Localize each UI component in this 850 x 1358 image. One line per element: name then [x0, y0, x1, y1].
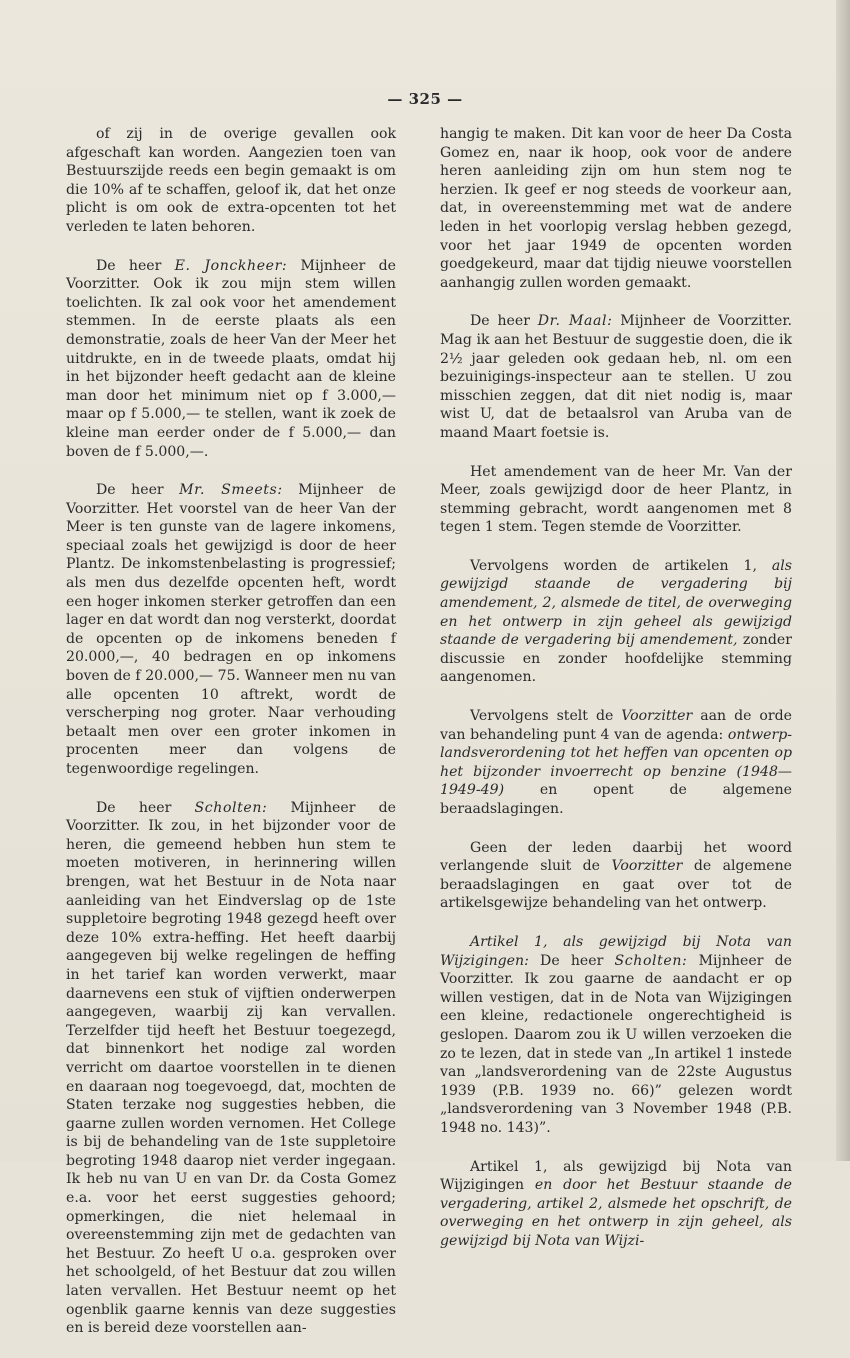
paragraph-text: de algemene beraadslagingen en gaat over tot de artikelsgewijze behandeling van het ontwerp. — [440, 858, 792, 912]
speaker-name: Scholten: — [614, 952, 688, 969]
paragraph — [440, 125, 792, 292]
paragraph-text: De heer — [96, 799, 195, 816]
speaker-name: Mr. Smeets: — [179, 482, 283, 499]
paragraph-text: Mijnheer de Voorzitter. Mag ik aan het Bestuur de suggestie doen, die ik 2½ jaar geleden ook gedaan heb, nl. om een bezuinigings-inspecteur aan te stellen. U zou misschien zeggen, dat dit niet nodig is, maar wist U, dat de betaalsrol van Aruba van de maand Maart foetsie is. — [440, 313, 792, 441]
paragraph-text: Artikel 1, als gewijzigd bij Nota van Wijzigingen — [440, 1158, 792, 1194]
paragraph — [440, 312, 792, 442]
paragraph-text: Vervolgens stelt de — [470, 708, 622, 725]
paragraph — [440, 463, 792, 537]
paragraph-text: aan de orde van behandeling punt 4 van de agenda: — [440, 708, 792, 743]
speaker-name: E. Jonckheer: — [174, 257, 288, 274]
paragraph-text: De heer — [528, 952, 615, 969]
paragraph — [66, 125, 396, 237]
paragraph-text: ontwerp-landsverordening tot het heffen van opcenten op het bijzonder invoerrecht op benzine (1948—1949-49) — [440, 726, 792, 799]
paragraph — [440, 557, 792, 687]
page-edge-shadow — [836, 0, 850, 1161]
paragraph-text: De heer — [470, 313, 538, 330]
paragraph — [440, 1158, 792, 1251]
speaker-name: Dr. Maal: — [537, 313, 613, 330]
paragraph — [440, 933, 792, 1138]
paragraph-text: Mijnheer de Voorzitter. Ik zou, in het bijzonder voor de heren, die gemeend hebben hun stem te moeten motiveren, in herinnering willen brengen, wat het Bestuur in de Nota naar aanleiding van het Eindverslag op de 1ste suppletoire begroting 1948 gezegd heeft over deze 10% extra-heffing. Het heeft daarbij aangegeven bij welke regelingen de heffing in het tarief kan worden verwerkt, maar daarnevens een stuk of vijftien onderwerpen aangegeven, waarbij zij kan vervallen. Terzelfder tijd heeft het Bestuur toegezegd, dat binnenkort het nodige zal worden verricht om daartoe voorstellen in te dienen en daaraan nog toegevoegd, dat, mochten de Staten terzake nog suggesties hebben, die gaarne zullen worden vernomen. Het College is bij de behandeling van de 1ste suppletoire begroting 1948 daarop niet verder ingegaan. Ik heb nu van U en van Dr. da Costa Gomez e.a. voor het eerst suggesties gehoord; opmerkingen, die niet helemaal in overeenstemming zijn met de gedachten van het Bestuur. Zo heeft U o.a. gesproken over het schoolgeld, of het Bestuur dat zou willen laten vervallen. Het Bestuur neemt op het ogenblik gaarne kennis van deze suggesties en is bereid deze voorstellen aan- — [66, 799, 396, 1337]
left-column — [66, 125, 396, 1358]
paragraph-text: De heer — [96, 257, 175, 274]
paragraph-text: als gewijzigd staande de vergadering bij amendement, 2, alsmede de titel, de overweging en het ontwerp in zijn geheel als gewijzigd staande de vergadering bij amendement, — [440, 557, 792, 649]
paragraph-text: Voorzitter — [611, 858, 683, 875]
paragraph-text: De heer — [96, 482, 180, 499]
paragraph-text: Artikel 1, als gewijzigd bij Nota van Wijzigingen: — [440, 933, 792, 969]
paragraph-text: Mijnheer de Voorzitter. Het voorstel van de heer Van der Meer is ten gunste van de lagere inkomens, speciaal zoals het gewijzigd is door de heer Plantz. De inkomstenbelasting is progressief; als men dus dezelfde opcenten heft, wordt een hoger inkomen sterker getroffen dan een lager en dat wordt dan nog versterkt, doordat de opcenten op de inkomens beneden f 20.000,—, 40 bedragen en op inkomens boven de f 20.000,— 75. Wanneer men nu van alle opcenten 10 aftrekt, wordt de verscherping nog groter. Naar verhouding betaalt men over een groter inkomen in procenten meer dan volgens de tegenwoordige regelingen. — [66, 482, 396, 777]
paragraph-text: en door het Bestuur staande de vergadering, artikel 2, alsmede het opschrift, de overweging en het ontwerp in zijn geheel, als gewijzigd bij Nota van Wijzi- — [440, 1177, 792, 1249]
paragraph-text: Vervolgens worden de artikelen 1, — [470, 557, 772, 574]
paragraph-text: zonder discussie en zonder hoofdelijke stemming aangenomen. — [440, 632, 792, 686]
paragraph — [440, 707, 792, 819]
paragraph — [66, 257, 396, 462]
page-number: — 325 — — [387, 90, 463, 108]
paragraph-text: Mijnheer de Voorzitter. Ik zou gaarne de aandacht er op willen vestigen, dat in de Nota van Wijzigingen een kleine, redactionele ongerechtigheid is geslopen. Daarom zou ik U willen verzoeken die zo te lezen, dat in stede van „In artikel 1 instede van „landsverordening van de 22ste Augustus 1939 (P.B. 1939 no. 66)” gelezen wordt „landsverordening van 3 November 1948 (P.B. 1948 no. 143)”. — [440, 952, 792, 1136]
paragraph — [66, 799, 396, 1338]
speaker-name: Scholten: — [194, 799, 268, 816]
paragraph-text: hangig te maken. Dit kan voor de heer Da Costa Gomez en, naar ik hoop, ook voor de andere heren aanleiding zijn om hun stem nog te herzien. Ik geef er nog steeds de voorkeur aan, dat, in overeenstemming met wat de andere leden in het voorlopig verslag hebben gezegd, voor het jaar 1949 de opcenten worden goedgekeurd, maar dat tijdig nieuwe voorstellen aanhangig zullen worden gemaakt. — [440, 126, 792, 291]
paragraph — [66, 481, 396, 779]
right-column — [440, 125, 792, 1270]
paragraph-text: of zij in de overige gevallen ook afgeschaft kan worden. Aangezien toen van Bestuurszijde reeds een begin gemaakt is om die 10% af te schaffen, geloof ik, dat het onze plicht is om ook de extra-opcenten tot het verleden te laten behoren. — [66, 126, 396, 235]
paragraph-text: Mijnheer de Voorzitter. Ook ik zou mijn stem willen toelichten. Ik zal ook voor het amendement stemmen. In de eerste plaats als een demonstratie, zoals de heer Van der Meer het uitdrukte, en in de tweede plaats, omdat hij in het bijzonder heeft gedacht aan de kleine man door het minimum niet op f 3.000,— maar op f 5.000,— te stellen, want ik zoek de kleine man eerder onder de f 5.000,— dan boven de f 5.000,—. — [66, 257, 396, 460]
paragraph-text: Geen der leden daarbij het woord verlangende sluit de — [440, 839, 792, 875]
paragraph-text: Het amendement van de heer Mr. Van der Meer, zoals gewijzigd door de heer Plantz, in stemming gebracht, wordt aangenomen met 8 tegen 1 stem. Tegen stemde de Voorzitter. — [440, 463, 792, 536]
paragraph — [440, 839, 792, 913]
paragraph-text: Voorzitter — [621, 708, 693, 725]
paragraph-text: en opent de algemene beraadslagingen. — [440, 782, 792, 817]
